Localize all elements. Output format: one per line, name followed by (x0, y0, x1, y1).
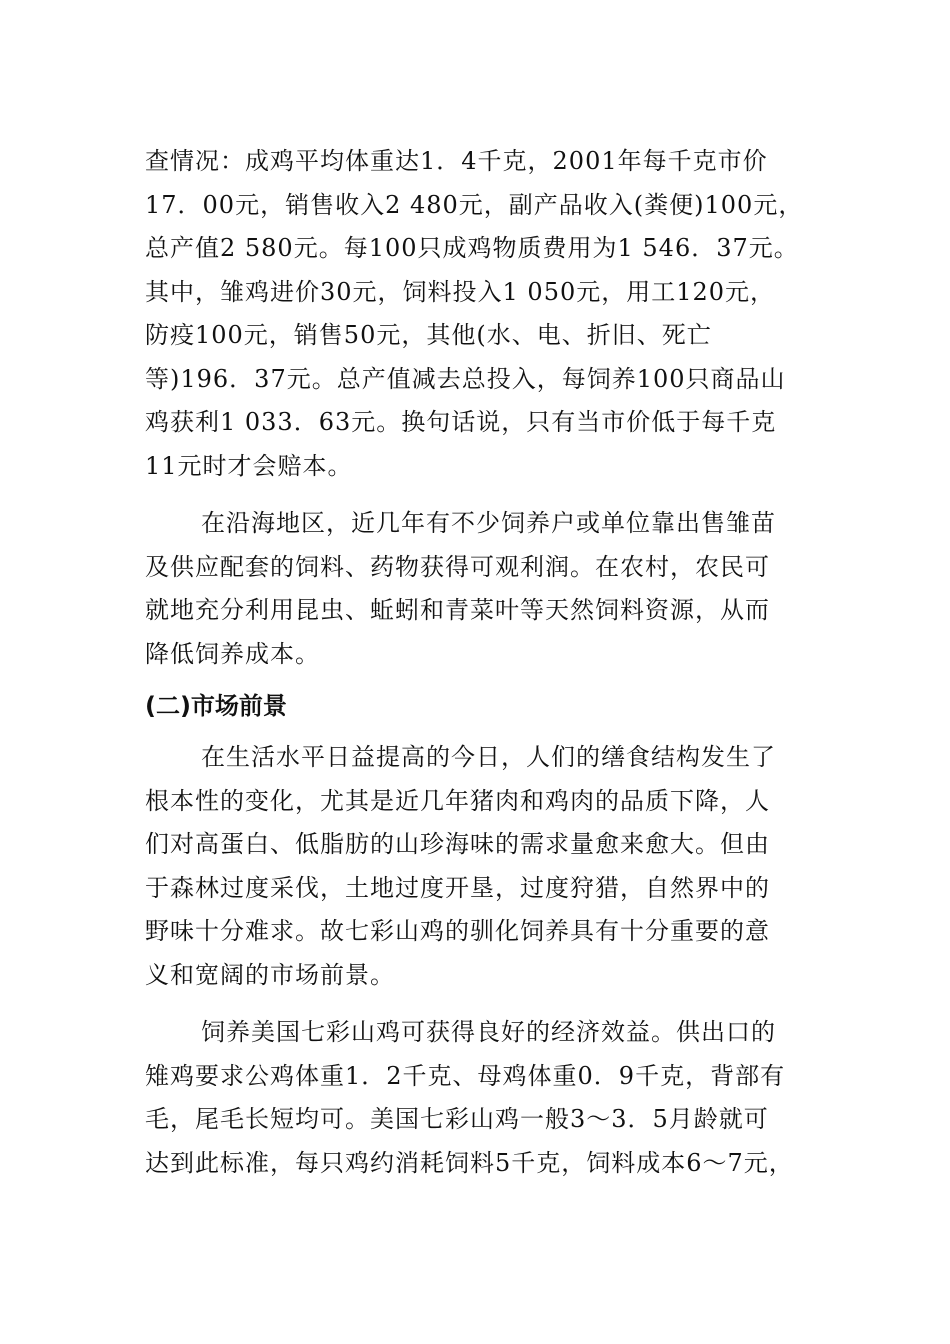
text-line: 及供应配套的饲料、药物获得可观利润。在农村，农民可 (145, 552, 770, 581)
text-line: 查情况：成鸡平均体重达1．4千克，2001年每千克市价 (145, 147, 768, 175)
text-line: 降低饲养成本。 (145, 639, 320, 668)
paragraph-gap (145, 488, 805, 502)
section-heading: (二)市场前景 (145, 692, 287, 720)
text-line: 等)196．37元。总产值减去总投入，每饲养100只商品山 (145, 364, 786, 393)
text-line: 总产值2 580元。每100只成鸡物质费用为1 546．37元。 (145, 234, 799, 262)
text-line: 毛，尾毛长短均可。美国七彩山鸡一般3～3．5月龄就可 (145, 1105, 769, 1133)
page-body (145, 140, 805, 1185)
text-line: 根本性的变化，尤其是近几年猪肉和鸡肉的品质下降，人 (145, 786, 770, 815)
text-line: 就地充分利用昆虫、蚯蚓和青菜叶等天然饲料资源，从而 (145, 596, 770, 624)
text-line: 在沿海地区，近几年有不少饲养户或单位靠出售雏苗 (201, 509, 776, 537)
text-line: 在生活水平日益提高的今日，人们的缮食结构发生了 (201, 743, 776, 771)
text-line: 义和宽阔的市场前景。 (145, 960, 395, 989)
text-line: 防疫100元，销售50元，其他(水、电、折旧、死亡 (145, 321, 712, 349)
text-line: 饲养美国七彩山鸡可获得良好的经济效益。供出口的 (201, 1018, 776, 1046)
text-line: 于森林过度采伐，土地过度开垦，过度狩猎，自然界中的 (145, 873, 770, 902)
text-line: 鸡获利1 033．63元。换句话说，只有当市价低于每千克 (145, 408, 777, 436)
paragraph-coastal-areas (145, 502, 805, 676)
paragraph-cost-analysis (145, 140, 805, 488)
text-line: 达到此标准，每只鸡约消耗饲料5千克，饲料成本6～7元， (145, 1148, 794, 1177)
text-line: 们对高蛋白、低脂肪的山珍海味的需求量愈来愈大。但由 (145, 830, 770, 858)
text-line: 17．00元，销售收入2 480元，副产品收入(粪便)100元， (145, 190, 804, 219)
paragraph-gap (145, 997, 805, 1011)
paragraph-market-outlook (145, 736, 805, 997)
text-line: 野味十分难求。故七彩山鸡的驯化饲养具有十分重要的意 (145, 917, 770, 945)
text-line: 其中，雏鸡进价30元，饲料投入1 050元，用工120元， (145, 277, 776, 306)
paragraph-economic-benefit (145, 1011, 805, 1185)
text-line: 11元时才会赔本。 (145, 451, 353, 480)
text-line: 雉鸡要求公鸡体重1．2千克、母鸡体重0．9千克，背部有 (145, 1061, 786, 1090)
